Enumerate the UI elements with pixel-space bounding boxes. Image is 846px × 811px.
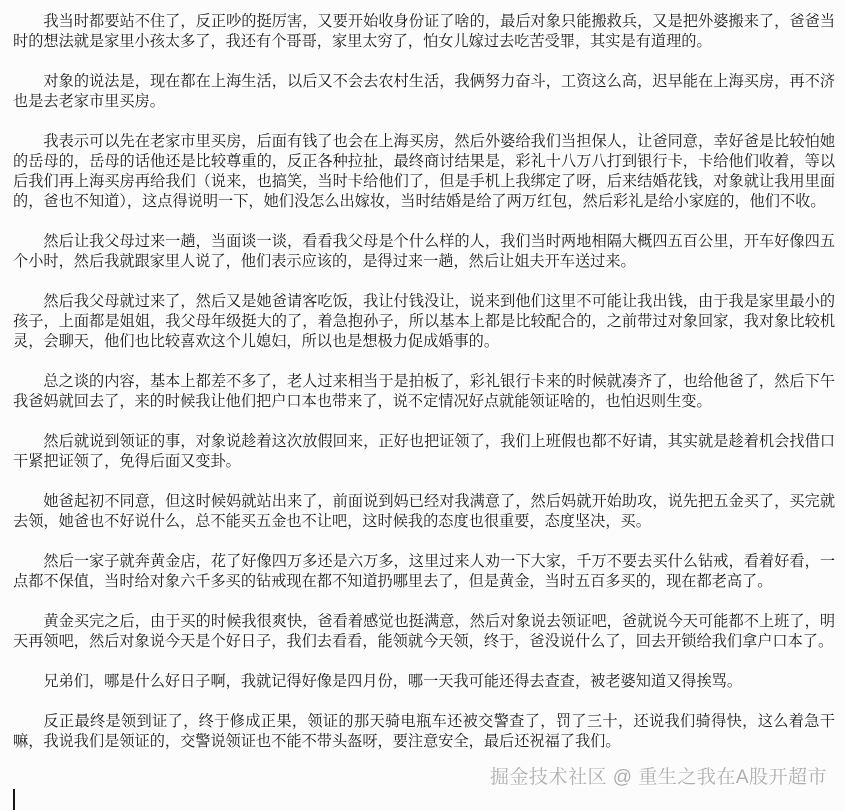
paragraph-text: 我表示可以先在老家市里买房，后面有钱了也会在上海买房，然后外婆给我们当担保人，让爸同意，幸好爸是比较怕她的岳母的，岳母的话他还是比较尊重的，反正各种拉扯，最终商讨结果是，彩礼十八万八打到银行卡，卡给他们收着，等以后我们再上海买房再给我们（说来，也搞笑，当时卡给他们了，但是手机上我绑定了呀，后来结婚花钱，对象就让我用里面的，爸也不知道），这点得说明一下，她们没怎么出嫁妆，当时结婚是给了两万红包，然后彩礼是给小家庭的，他们不收。 <box>13 133 835 210</box>
paragraph-text: 她爸起初不同意，但这时候妈就站出来了，前面说到妈已经对我满意了，然后妈就开始助攻，说先把五金买了，买完就去领，她爸也不好说什么，总不能买五金也不让吧，这时候我的态度也很重要，态度坚决，买。 <box>13 493 835 530</box>
paragraph-text: 黄金买完之后，由于买的时候我很爽快，爸看着感觉也挺满意，然后对象说去领证吧，爸就说今天可能都不上班了，明天再领吧，然后对象说今天是个好日子，我们去看看，能领就今天领，终于，爸没说什么了，回去开锁给我们拿户口本了。 <box>13 613 835 650</box>
paragraph-text: 然后让我父母过来一趟，当面谈一谈，看看我父母是个什么样的人，我们当时两地相隔大概四五百公里，开车好像四五个小时，然后我就跟家里人说了，他们表示应该的，是得过来一趟，然后让姐夫开车送过来。 <box>13 233 835 270</box>
paragraph-text: 总之谈的内容，基本上都差不多了，老人过来相当于是拍板了，彩礼银行卡来的时候就凑齐了，也给他爸了，然后下午我爸妈就回去了，来的时候我让他们把户口本也带来了，说不定情况好点就能领证啥的，也怕迟则生变。 <box>13 373 835 410</box>
text-cursor-caret[interactable] <box>13 789 15 810</box>
paragraph-text: 反正最终是领到证了，终于修成正果，领证的那天骑电瓶车还被交警查了，罚了三十，还说我们骑得快，这么着急干嘛，我说我们是领证的，交警说领证也不能不带头盔呀，要注意安全，最后还祝福了我们。 <box>13 713 835 750</box>
paragraph-text: 然后一家子就奔黄金店，花了好像四万多还是六万多，这里过来人劝一下大家，千万不要去买什么钻戒，看着好看，一点都不保值，当时给对象六千多买的钻戒现在都不知道扔哪里去了，但是黄金，当时五百多买的，现在都老高了。 <box>13 553 835 590</box>
paragraph-text: 然后我父母就过来了，然后又是她爸请客吃饭，我让付钱没让，说来到他们这里不可能让我出钱，由于我是家里最小的孩子，上面都是姐姐，我父母年级挺大的了，着急抱孙子，所以基本上都是比较配合的，之前带过对象回家，我对象比较机灵，会聊天，他们也比较喜欢这个儿媳妇，所以也是想极力促成婚事的。 <box>13 293 835 350</box>
paragraph-text: 兄弟们，哪是什么好日子啊，我就记得好像是四月份，哪一天我可能还得去查查，被老婆知道又得挨骂。 <box>43 673 743 690</box>
watermark-text: 掘金技术社区 @ 重生之我在A股开超市 <box>489 767 827 788</box>
paragraph-text: 对象的说法是，现在都在上海生活，以后又不会去农村生活，我俩努力奋斗，工资这么高，迟早能在上海买房，再不济也是去老家市里买房。 <box>13 73 835 110</box>
paragraph-text: 然后就说到领证的事，对象说趁着这次放假回来，正好也把证领了，我们上班假也都不好请，其实就是趁着机会找借口干紧把证领了，免得后面又变卦。 <box>13 433 835 470</box>
paragraph-text: 我当时都要站不住了，反正吵的挺厉害，又要开始收身份证了啥的，最后对象只能搬救兵，又是把外婆搬来了，爸爸当时的想法就是家里小孩太多了，我还有个哥哥，家里太穷了，怕女儿嫁过去吃苦受罪，其实是有道理的。 <box>13 13 835 50</box>
